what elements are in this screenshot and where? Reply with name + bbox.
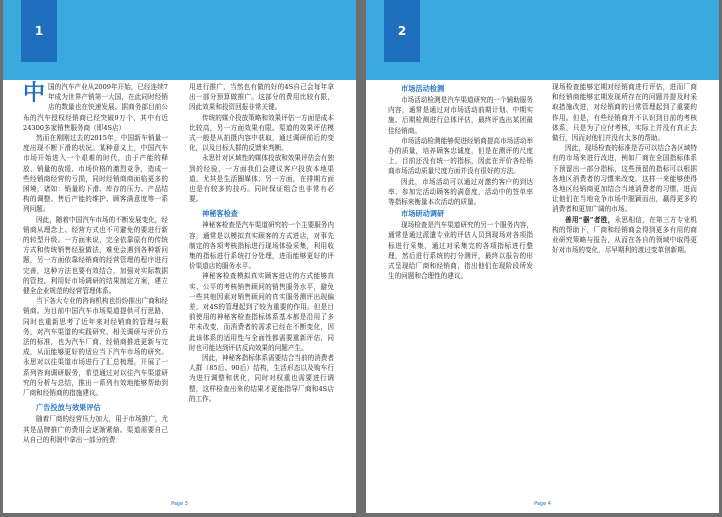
paragraph: 因此，市场活动可以通过对邀约客户的到达率、参加完活动顾客的满意度，活动中的签单率等指标来衡量本次活动的质量。 xyxy=(388,177,533,207)
paragraph: 当下各大专业的咨询机构也纷纷推出广商和经销商。为目前中国汽车市场渠道提供可行思路，同时也重新思考了近年来对经销商的管理与服务，对汽车渠道的实践研究、相关调研与评价方法的标准，也为汽车厂商、经销商推进更新与完成，从而能够更好的适应当下汽车市场的研究。永思对以往渠道市场进行了汇总梳理，开展了一系列咨询调研服务，希望通过对以往汽车渠道研究的分析与总结，推出一系列有效地能够帮助到厂商和经销商的措施建议。 xyxy=(23,297,168,398)
text-column-left xyxy=(388,82,533,281)
closing-text: 永思相信，在第三方专业机构的帮助下，厂商和经销商会得到更多有用的商业研究策略与报告，从而在各自的领域中取得更好对市场的变化，尽早期利的渡过变革创新期。 xyxy=(552,215,697,255)
paragraph: 神秘客检查是汽车渠道研究的一个主要服务内容，通常是以模拟真实顾客的方式进店，对事先制定的各项考核指标进行现场体验采集，利用收集的指标进行系统打分处理，进而能够更好的评价渠道店的服务水平。 xyxy=(189,221,334,271)
section-heading: 广告投放与效果评估 xyxy=(36,403,101,413)
paragraph: 国的汽车产业从2009年开始，已经连续7年成为世界产销第一大国，在此同时经销店的数量也在快速发展。据商务部目前公布的汽车授权经销商已经突破9万个，其中有近24300多家销售服务商（即4S店） xyxy=(23,83,168,132)
section-heading: 神秘客检查 xyxy=(202,209,238,219)
paragraph: 传统的媒介投放策略和效果评估一方面是成本比较高，另一方面效果有限。渠道的效果评估模式一般是从拍摄内容中获取，通过调研前后的变化，以及目标人群的反馈来判断。 xyxy=(189,113,334,153)
paragraph: 现场检查是汽车渠道研究的另一个服务内容，通常是通过派遣专业的评估人员到现场对各项指标进行采集，通过对采集完的各项指标进行整理，然后进行系统的打分测评，最终以报告的形式呈现给厂商和经销商，指出他们在现阶段所发生的问题和合理性的建议。 xyxy=(388,221,533,281)
paragraph: 现场检查能够定期对经销商进行评估，进而厂商和经销商能够定期发现所存在的问题并提及时采取措施改进，对经销商的日常管理起到了重要的作用。但是，有些经销商并不认识到目前的考核体系，只是为了应付考核，实际上并没有真正去做行，因而对他们并没有太多的帮助。 xyxy=(552,83,697,143)
text-column-right xyxy=(552,82,697,255)
text-column-left xyxy=(23,82,168,445)
paragraph: 永思针对区域性的媒体投放和效果评估会有独到的经验，一方面我们会建议客户投放本地渠道，尤其是生活圈媒体；另一方面，在排期方面也是有较多的技巧。同时保证组合也非常有必要。 xyxy=(189,154,334,204)
left-page xyxy=(3,0,356,513)
paragraph: 市场活动检测能够促进经销商提高市场活动举办的质量，培养顾客忠诚度，但是在测评的尺度上，目前还没有统一的指标，因此在评价各经销商市场活动质量尺度方面并没有很好的方法。 xyxy=(388,136,533,176)
page-footer: Page 4 xyxy=(534,501,551,507)
page-number-tab: 2 xyxy=(384,0,420,62)
section-heading: 市场研动调研 xyxy=(401,209,445,219)
paragraph: 随着厂商的经营压力加大，用于市场推广，尤其是品牌推广的费用会逐渐紧缩。渠道需要自己从自己的利润中拿出一部分的费 xyxy=(23,415,168,444)
paragraph: 市场活动检测是汽车渠道研究的一个辅助服务内容，通常是通过对市场活动前期计划、中期实施、后期检测进行总体评估，最终评选出某团最佳经销商。 xyxy=(388,96,533,135)
paragraph: 用进行推广，当然也有做的好的4S自己会每年拿出一部分预算做推广。这部分的费用比较有限，因此效果和投资回报非常关键。 xyxy=(189,83,334,112)
paragraph: 因此，现场检查的标准是否可以结合各区域特有的市场来进行改进，例如厂商在全国指标体系下预留出一部分指标，这些预留的指标可以根据各地区消费者的习惯来改变，这样一来能够使得各地区经销商更加结合当地消费者的习惯，进而让他们在当地竞争市场中脱颖而出，赢得更多的消费者和更加广阔的市场。 xyxy=(552,144,697,214)
page-footer: Page 3 xyxy=(171,501,188,507)
drop-cap: 中 xyxy=(23,81,46,106)
page-number-tab: 1 xyxy=(21,0,57,62)
paragraph: 因此，随着中国汽车市场的不断发展变化，经销商从理念上、经营方式也不可避免的要进行新的转型升级。一方面来说，完全依靠原有的传统方式和传统销售经验做法，难免会遇到各种新问题，另一方面依靠经销商的经营管理的程序进行完善，这种方法也要有效结合，加强对实际数据的管控，利用好市场调研的结果制定方案，建立健全企业规范的经营管理体系。 xyxy=(23,215,168,296)
paragraph: 因此，神秘客指标体系需要结合当前的消费者人群（85后、90后）结构，生活形态以及购车行为进行调整和优化，同时对权重也需要进行调整，这样检查出来的结果才更能指导厂商和4S店的工作。 xyxy=(189,354,334,403)
paragraph: 神秘客检查模拟真实顾客进店的方式能够真实、公平的考核销售顾问的销售服务水平，避免一些其他因素对销售顾问的真实服务测评出现偏差，对4S的管理起到了较为重要的作用。但是目前使用的神秘客检查指标体系基本都是沿用了多年未改变，而消费者的需求已经在不断变化，因此该体系的适用性与全面性都需要重新评估，同时也可能达到评估反向效果的问题产生。 xyxy=(189,272,334,352)
right-page xyxy=(366,0,719,513)
paragraph: 然而在刚刚过去的2015年，中国新车销量一度出现不断下滑的状况。某种意义上，中国汽车市场开始进入一个艰难的时代，由于产能的释放、销量的放缓、市场价格的激烈竞争，造成一些经销商经营的亏损，同时经销商商面临更多的困境，诸如：销量的下滑、库存的压力、产品结构的调整、售后产能的维护、顾客满意度等一系列问题。 xyxy=(23,134,168,214)
section-heading: 市场活动检测 xyxy=(401,84,445,93)
closing-emphasis: 善用“器”者胜， xyxy=(565,215,615,224)
text-column-right xyxy=(189,82,334,404)
closing-paragraph xyxy=(552,215,697,256)
